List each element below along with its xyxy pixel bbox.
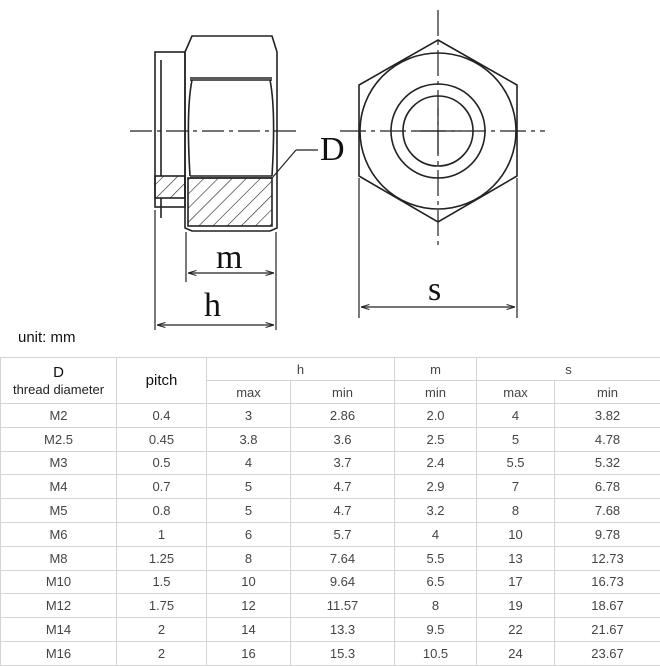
cell-h-min: 11.57 <box>291 594 395 618</box>
header-d-label: D <box>1 364 116 381</box>
cell-pitch: 1.75 <box>117 594 207 618</box>
cell-h-min: 7.64 <box>291 546 395 570</box>
cell-m-min: 9.5 <box>395 618 477 642</box>
cell-m-min: 2.9 <box>395 475 477 499</box>
cell-h-max: 5 <box>207 499 291 523</box>
cell-s-max: 7 <box>477 475 555 499</box>
cell-h-max: 14 <box>207 618 291 642</box>
cell-s-min: 7.68 <box>555 499 660 523</box>
cell-m-min: 5.5 <box>395 546 477 570</box>
cell-s-min: 16.73 <box>555 570 660 594</box>
table-row <box>1 618 660 642</box>
cell-s-min: 6.78 <box>555 475 660 499</box>
header-s-max: max <box>477 381 555 404</box>
cell-m-min: 6.5 <box>395 570 477 594</box>
table-row <box>1 427 660 451</box>
cell-s-min: 3.82 <box>555 404 660 428</box>
cell-h-min: 15.3 <box>291 641 395 665</box>
cell-s-max: 5.5 <box>477 451 555 475</box>
header-s: s <box>477 358 660 381</box>
cell-s-max: 5 <box>477 427 555 451</box>
header-m: m <box>395 358 477 381</box>
header-h: h <box>207 358 395 381</box>
cell-m-min: 10.5 <box>395 641 477 665</box>
cell-s-max: 10 <box>477 522 555 546</box>
cell-s-min: 9.78 <box>555 522 660 546</box>
label-m: m <box>216 239 242 276</box>
cell-h-max: 3.8 <box>207 427 291 451</box>
header-pitch: pitch <box>117 358 207 404</box>
cell-d: M10 <box>1 570 117 594</box>
cell-pitch: 0.4 <box>117 404 207 428</box>
cell-d: M4 <box>1 475 117 499</box>
cell-pitch: 2 <box>117 641 207 665</box>
cell-pitch: 1.5 <box>117 570 207 594</box>
cell-h-min: 3.7 <box>291 451 395 475</box>
header-m-min: min <box>395 381 477 404</box>
cell-m-min: 3.2 <box>395 499 477 523</box>
cell-m-min: 8 <box>395 594 477 618</box>
front-view <box>340 10 545 250</box>
side-view <box>130 36 318 231</box>
cell-pitch: 0.7 <box>117 475 207 499</box>
cell-h-min: 5.7 <box>291 522 395 546</box>
table-row <box>1 641 660 665</box>
cell-m-min: 4 <box>395 522 477 546</box>
table-row <box>1 522 660 546</box>
cell-h-min: 4.7 <box>291 499 395 523</box>
cell-pitch: 1.25 <box>117 546 207 570</box>
cell-h-max: 8 <box>207 546 291 570</box>
cell-h-max: 12 <box>207 594 291 618</box>
header-d-sub: thread diameter <box>1 381 116 398</box>
cell-s-min: 23.67 <box>555 641 660 665</box>
cell-h-min: 2.86 <box>291 404 395 428</box>
cell-h-max: 16 <box>207 641 291 665</box>
cell-pitch: 1 <box>117 522 207 546</box>
table-row <box>1 499 660 523</box>
cell-s-min: 5.32 <box>555 451 660 475</box>
header-h-max: max <box>207 381 291 404</box>
cell-d: M3 <box>1 451 117 475</box>
cell-pitch: 0.5 <box>117 451 207 475</box>
unit-label: unit: mm <box>18 329 76 346</box>
cell-d: M5 <box>1 499 117 523</box>
cell-h-max: 5 <box>207 475 291 499</box>
table-row <box>1 570 660 594</box>
cell-s-min: 12.73 <box>555 546 660 570</box>
cell-h-min: 9.64 <box>291 570 395 594</box>
header-s-min: min <box>555 381 660 404</box>
cell-d: M6 <box>1 522 117 546</box>
table-row <box>1 451 660 475</box>
table-row <box>1 594 660 618</box>
cell-d: M8 <box>1 546 117 570</box>
cell-d: M16 <box>1 641 117 665</box>
cell-s-max: 24 <box>477 641 555 665</box>
cell-h-max: 6 <box>207 522 291 546</box>
cell-s-max: 8 <box>477 499 555 523</box>
header-h-min: min <box>291 381 395 404</box>
label-s: s <box>428 271 441 308</box>
cell-d: M2 <box>1 404 117 428</box>
cell-d: M14 <box>1 618 117 642</box>
nut-technical-drawing <box>0 0 660 330</box>
cell-pitch: 0.8 <box>117 499 207 523</box>
cell-s-max: 4 <box>477 404 555 428</box>
cell-m-min: 2.5 <box>395 427 477 451</box>
cell-s-min: 4.78 <box>555 427 660 451</box>
cell-h-min: 4.7 <box>291 475 395 499</box>
cell-s-max: 19 <box>477 594 555 618</box>
cell-pitch: 2 <box>117 618 207 642</box>
cell-h-max: 4 <box>207 451 291 475</box>
cell-s-min: 18.67 <box>555 594 660 618</box>
cell-h-max: 3 <box>207 404 291 428</box>
table-row <box>1 475 660 499</box>
cell-h-min: 3.6 <box>291 427 395 451</box>
cell-d: M12 <box>1 594 117 618</box>
cell-s-max: 22 <box>477 618 555 642</box>
cell-h-max: 10 <box>207 570 291 594</box>
cell-s-min: 21.67 <box>555 618 660 642</box>
table-row <box>1 546 660 570</box>
cell-m-min: 2.4 <box>395 451 477 475</box>
cell-pitch: 0.45 <box>117 427 207 451</box>
cell-h-min: 13.3 <box>291 618 395 642</box>
label-h: h <box>204 287 221 324</box>
cell-m-min: 2.0 <box>395 404 477 428</box>
header-d <box>1 358 117 404</box>
cell-s-max: 17 <box>477 570 555 594</box>
table-row <box>1 404 660 428</box>
dimension-table <box>0 357 660 666</box>
cell-s-max: 13 <box>477 546 555 570</box>
label-d: D <box>320 131 345 168</box>
cell-d: M2.5 <box>1 427 117 451</box>
